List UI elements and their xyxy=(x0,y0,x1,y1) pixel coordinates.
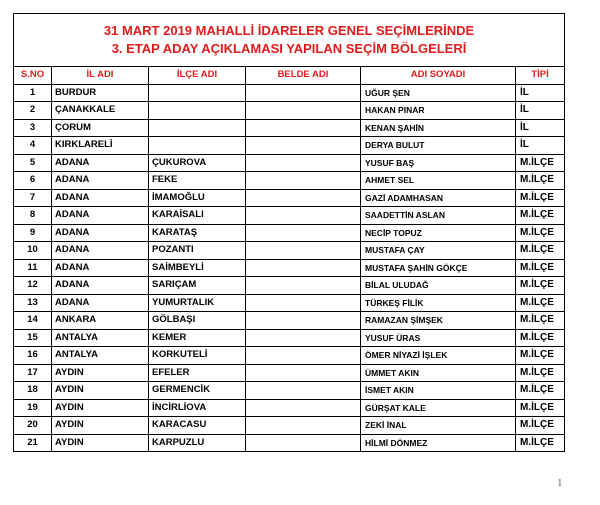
cell-ilce: KARATAŞ xyxy=(149,224,246,242)
cell-ilce: KEMER xyxy=(149,329,246,347)
cell-ilce xyxy=(149,102,246,120)
cell-sno: 13 xyxy=(14,294,52,312)
cell-ilce: İNCİRLİOVA xyxy=(149,399,246,417)
cell-belde xyxy=(246,312,361,330)
header-adi-soyadi: ADI SOYADI xyxy=(361,67,516,85)
table-row xyxy=(14,364,565,382)
cell-sno: 9 xyxy=(14,224,52,242)
cell-il: ADANA xyxy=(52,242,149,260)
cell-adi-soyadi: ÜMMET AKIN xyxy=(361,364,516,382)
cell-il: AYDIN xyxy=(52,399,149,417)
cell-ilce: GERMENCİK xyxy=(149,382,246,400)
cell-il: ANTALYA xyxy=(52,329,149,347)
cell-sno: 20 xyxy=(14,417,52,435)
cell-tipi: İL xyxy=(516,137,565,155)
cell-belde xyxy=(246,277,361,295)
cell-adi-soyadi: MUSTAFA ŞAHİN GÖKÇE xyxy=(361,259,516,277)
cell-tipi: M.İLÇE xyxy=(516,224,565,242)
header-sno: S.NO xyxy=(14,67,52,85)
cell-il: ADANA xyxy=(52,154,149,172)
cell-sno: 15 xyxy=(14,329,52,347)
cell-sno: 2 xyxy=(14,102,52,120)
cell-adi-soyadi: MUSTAFA ÇAY xyxy=(361,242,516,260)
table-row xyxy=(14,137,565,155)
cell-ilce: KARPUZLU xyxy=(149,434,246,452)
cell-sno: 5 xyxy=(14,154,52,172)
cell-belde xyxy=(246,434,361,452)
cell-il: ADANA xyxy=(52,259,149,277)
cell-tipi: M.İLÇE xyxy=(516,259,565,277)
cell-il: ÇANAKKALE xyxy=(52,102,149,120)
table-row xyxy=(14,207,565,225)
table-row xyxy=(14,347,565,365)
title-line-1: 31 MART 2019 MAHALLİ İDARELER GENEL SEÇİMLERİNDE xyxy=(103,23,475,38)
cell-il: ADANA xyxy=(52,277,149,295)
cell-tipi: M.İLÇE xyxy=(516,242,565,260)
page-number: 1 xyxy=(557,477,563,489)
cell-sno: 8 xyxy=(14,207,52,225)
cell-adi-soyadi: UĞUR ŞEN xyxy=(361,84,516,102)
cell-adi-soyadi: GAZİ ADAMHASAN xyxy=(361,189,516,207)
cell-adi-soyadi: HİLMİ DÖNMEZ xyxy=(361,434,516,452)
cell-tipi: İL xyxy=(516,102,565,120)
cell-tipi: M.İLÇE xyxy=(516,347,565,365)
table-row xyxy=(14,434,565,452)
cell-belde xyxy=(246,347,361,365)
cell-ilce: GÖLBAŞI xyxy=(149,312,246,330)
table-row xyxy=(14,224,565,242)
table-row xyxy=(14,84,565,102)
cell-tipi: M.İLÇE xyxy=(516,399,565,417)
table-body xyxy=(14,84,565,452)
table-row xyxy=(14,119,565,137)
candidates-table xyxy=(13,13,565,452)
cell-belde xyxy=(246,224,361,242)
cell-il: ADANA xyxy=(52,294,149,312)
table-row xyxy=(14,189,565,207)
cell-belde xyxy=(246,329,361,347)
cell-tipi: M.İLÇE xyxy=(516,364,565,382)
cell-belde xyxy=(246,417,361,435)
cell-il: AYDIN xyxy=(52,434,149,452)
table-row xyxy=(14,312,565,330)
cell-adi-soyadi: YUSUF BAŞ xyxy=(361,154,516,172)
cell-ilce: SAİMBEYLİ xyxy=(149,259,246,277)
cell-adi-soyadi: AHMET SEL xyxy=(361,172,516,190)
cell-belde xyxy=(246,189,361,207)
cell-ilce: POZANTI xyxy=(149,242,246,260)
cell-sno: 16 xyxy=(14,347,52,365)
cell-adi-soyadi: BİLAL ULUDAĞ xyxy=(361,277,516,295)
cell-adi-soyadi: TÜRKEŞ FİLİK xyxy=(361,294,516,312)
cell-tipi: M.İLÇE xyxy=(516,189,565,207)
table-row xyxy=(14,417,565,435)
table-row xyxy=(14,399,565,417)
cell-ilce: KORKUTELİ xyxy=(149,347,246,365)
cell-sno: 14 xyxy=(14,312,52,330)
table-row xyxy=(14,154,565,172)
document-title xyxy=(14,14,565,67)
cell-sno: 21 xyxy=(14,434,52,452)
cell-ilce xyxy=(149,137,246,155)
cell-belde xyxy=(246,172,361,190)
cell-tipi: M.İLÇE xyxy=(516,154,565,172)
table-row xyxy=(14,329,565,347)
cell-il: AYDIN xyxy=(52,364,149,382)
table-row xyxy=(14,277,565,295)
cell-sno: 18 xyxy=(14,382,52,400)
header-tipi: TİPİ xyxy=(516,67,565,85)
cell-sno: 11 xyxy=(14,259,52,277)
cell-adi-soyadi: DERYA BULUT xyxy=(361,137,516,155)
cell-ilce xyxy=(149,119,246,137)
cell-adi-soyadi: ZEKİ İNAL xyxy=(361,417,516,435)
cell-ilce: SARIÇAM xyxy=(149,277,246,295)
cell-belde xyxy=(246,207,361,225)
cell-il: ÇORUM xyxy=(52,119,149,137)
cell-sno: 7 xyxy=(14,189,52,207)
title-line-2: 3. ETAP ADAY AÇIKLAMASI YAPILAN SEÇİM BÖLGELERİ xyxy=(111,41,467,56)
cell-tipi: M.İLÇE xyxy=(516,434,565,452)
cell-adi-soyadi: KENAN ŞAHİN xyxy=(361,119,516,137)
cell-il: ANTALYA xyxy=(52,347,149,365)
cell-tipi: İL xyxy=(516,119,565,137)
cell-ilce: KARACASU xyxy=(149,417,246,435)
cell-ilce xyxy=(149,84,246,102)
header-ilce: İLÇE ADI xyxy=(149,67,246,85)
cell-adi-soyadi: ÖMER NİYAZİ İŞLEK xyxy=(361,347,516,365)
cell-sno: 6 xyxy=(14,172,52,190)
cell-sno: 10 xyxy=(14,242,52,260)
cell-il: ADANA xyxy=(52,172,149,190)
header-belde: BELDE ADI xyxy=(246,67,361,85)
table-row xyxy=(14,102,565,120)
header-il: İL ADI xyxy=(52,67,149,85)
cell-belde xyxy=(246,137,361,155)
cell-ilce: ÇUKUROVA xyxy=(149,154,246,172)
document-sheet xyxy=(13,13,564,452)
cell-ilce: İMAMOĞLU xyxy=(149,189,246,207)
table-row xyxy=(14,242,565,260)
cell-tipi: M.İLÇE xyxy=(516,294,565,312)
cell-il: AYDIN xyxy=(52,382,149,400)
cell-il: BURDUR xyxy=(52,84,149,102)
cell-belde xyxy=(246,154,361,172)
cell-ilce: YUMURTALIK xyxy=(149,294,246,312)
table-row xyxy=(14,259,565,277)
cell-il: AYDIN xyxy=(52,417,149,435)
cell-adi-soyadi: NECİP TOPUZ xyxy=(361,224,516,242)
cell-belde xyxy=(246,294,361,312)
header-row xyxy=(14,67,565,85)
cell-tipi: M.İLÇE xyxy=(516,382,565,400)
cell-tipi: M.İLÇE xyxy=(516,277,565,295)
cell-belde xyxy=(246,102,361,120)
cell-belde xyxy=(246,242,361,260)
cell-adi-soyadi: YUSUF ÜRAS xyxy=(361,329,516,347)
cell-sno: 4 xyxy=(14,137,52,155)
table-row xyxy=(14,172,565,190)
cell-sno: 19 xyxy=(14,399,52,417)
cell-tipi: M.İLÇE xyxy=(516,312,565,330)
cell-belde xyxy=(246,84,361,102)
cell-belde xyxy=(246,364,361,382)
cell-ilce: FEKE xyxy=(149,172,246,190)
table-row xyxy=(14,382,565,400)
cell-il: ADANA xyxy=(52,207,149,225)
cell-adi-soyadi: GÜRŞAT KALE xyxy=(361,399,516,417)
cell-tipi: M.İLÇE xyxy=(516,172,565,190)
cell-sno: 17 xyxy=(14,364,52,382)
cell-belde xyxy=(246,382,361,400)
cell-ilce: EFELER xyxy=(149,364,246,382)
cell-tipi: M.İLÇE xyxy=(516,207,565,225)
cell-adi-soyadi: SAADETTİN ASLAN xyxy=(361,207,516,225)
cell-il: ADANA xyxy=(52,224,149,242)
cell-ilce: KARAİSALI xyxy=(149,207,246,225)
table-row xyxy=(14,294,565,312)
cell-adi-soyadi: İSMET AKIN xyxy=(361,382,516,400)
cell-il: ANKARA xyxy=(52,312,149,330)
cell-il: KIRKLARELİ xyxy=(52,137,149,155)
cell-tipi: M.İLÇE xyxy=(516,417,565,435)
cell-sno: 3 xyxy=(14,119,52,137)
cell-tipi: M.İLÇE xyxy=(516,329,565,347)
cell-belde xyxy=(246,119,361,137)
cell-belde xyxy=(246,399,361,417)
cell-tipi: İL xyxy=(516,84,565,102)
cell-adi-soyadi: HAKAN PINAR xyxy=(361,102,516,120)
cell-belde xyxy=(246,259,361,277)
cell-sno: 1 xyxy=(14,84,52,102)
cell-sno: 12 xyxy=(14,277,52,295)
cell-il: ADANA xyxy=(52,189,149,207)
title-row xyxy=(14,14,565,67)
cell-adi-soyadi: RAMAZAN ŞİMŞEK xyxy=(361,312,516,330)
